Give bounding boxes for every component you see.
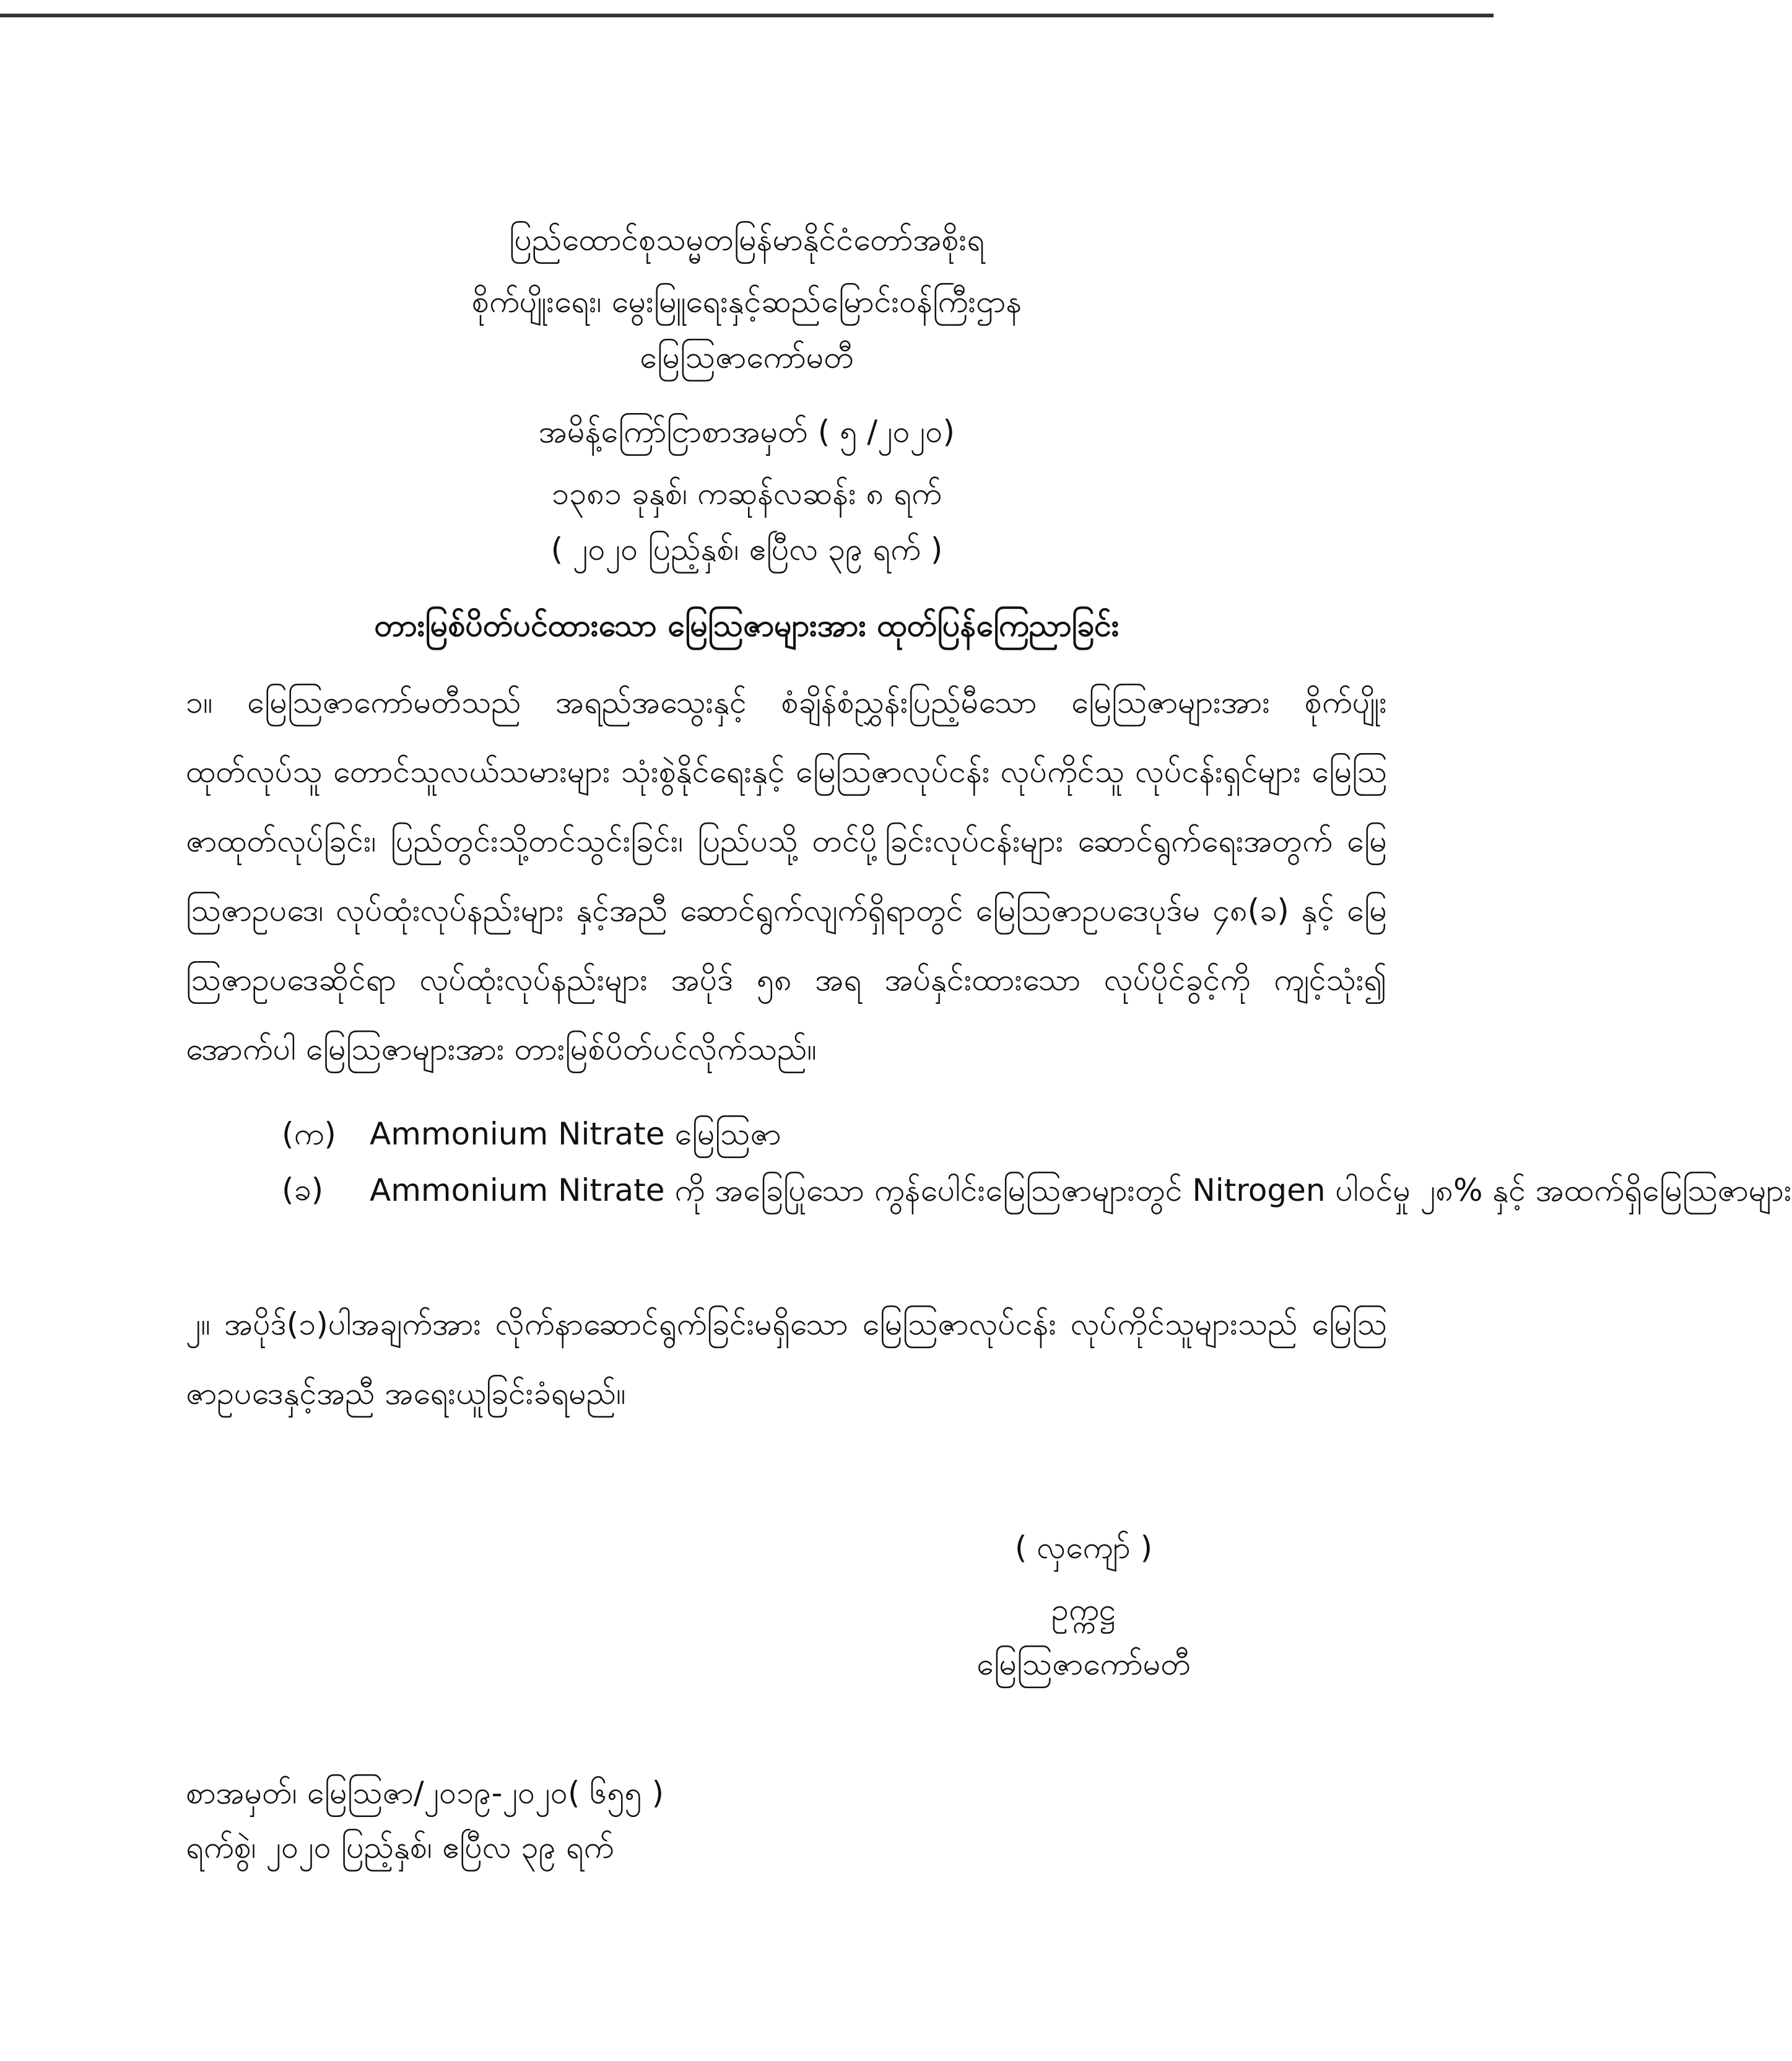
order-number: အမိန့်ကြော်ငြာစာအမှတ် ( ၅ /၂၀၂၀)	[539, 414, 955, 450]
list-item	[0, 1118, 1494, 1156]
list-item-text: Ammonium Nitrate မြေသြဇာ	[370, 1116, 781, 1152]
list-marker: (က)	[282, 1116, 336, 1152]
committee-header: မြေသြဇာကော်မတီ	[640, 339, 854, 375]
reference-number: စာအမှတ်၊ မြေသြဇာ/၂၀၁၉-၂၀၂၀( ၆၅၅ )	[186, 1775, 664, 1811]
signatory-committee: မြေသြဇာကော်မတီ	[976, 1646, 1191, 1682]
ministry-header: စိုက်ပျိုးရေး၊ မွေးမြူရေးနှင့်ဆည်မြောင်းဝန်ကြီးဌာန	[471, 284, 1022, 320]
document-title: တားမြစ်ပိတ်ပင်ထားသော မြေသြဇာများအား ထုတ်ပြန်ကြေညာခြင်း	[374, 608, 1120, 643]
reference-date: ရက်စွဲ၊ ၂၀၂၀ ပြည့်နှစ်၊ ဧပြီလ ၃၉ ရက်	[186, 1829, 614, 1865]
government-header: ပြည်ထောင်စုသမ္မတမြန်မာနိုင်ငံတော်အစိုးရ	[509, 222, 985, 258]
myanmar-date: ၁၃၈၁ ခုနှစ်၊ ကဆုန်လဆန်း ၈ ရက်	[552, 476, 942, 512]
list-marker: (ခ)	[282, 1172, 324, 1208]
paragraph-1: ၁။ မြေသြဇာကော်မတီသည် အရည်အသွေးနှင့် စံချိန်စံညွှန်းပြည့်မီသော မြေသြဇာများအား စိုက်ပျိုးထုတ်လုပ်သူ တောင်သူလယ်သမားများ သုံးစွဲနိုင်ရေးနှင့် မြေသြဇာလုပ်ငန်း လုပ်ကိုင်သူ လုပ်ငန်းရှင်များ မြေသြဇာထုတ်လုပ်ခြင်း၊ ပြည်တွင်းသို့တင်သွင်းခြင်း၊ ပြည်ပသို့ တင်ပို့ခြင်းလုပ်ငန်းများ ဆောင်ရွက်ရေးအတွက် မြေသြဇာဥပဒေ၊ လုပ်ထုံးလုပ်နည်းများ နှင့်အညီ ဆောင်ရွက်လျက်ရှိရာတွင် မြေသြဇာဥပဒေပုဒ်မ ၄၈(ခ) နှင့် မြေသြဇာဥပဒေဆိုင်ရာ လုပ်ထုံးလုပ်နည်းများ အပိုဒ် ၅၈ အရ အပ်နှင်းထားသော လုပ်ပိုင်ခွင့်ကို ကျင့်သုံး၍ အောက်ပါ မြေသြဇာများအား တားမြစ်ပိတ်ပင်လိုက်သည်။	[186, 684, 1387, 1067]
paragraph-2: ၂။ အပိုဒ်(၁)ပါအချက်အား လိုက်နာဆောင်ရွက်ခြင်းမရှိသော မြေသြဇာလုပ်ငန်း လုပ်ကိုင်သူများသည် မြေသြဇာဥပဒေနှင့်အညီ အရေးယူခြင်းခံရမည်။	[186, 1306, 1387, 1411]
signatory-name: ( လှကျော် )	[1014, 1530, 1153, 1566]
signatory-title: ဥက္ကဋ္ဌ	[1051, 1592, 1116, 1627]
list-item	[0, 1172, 1792, 1298]
list-item-text: Ammonium Nitrate ကို အခြေပြုသော ကွန်ပေါင်းမြေသြဇာများတွင် Nitrogen ပါဝင်မှု ၂၈% နှင့် အထက်ရှိမြေသြဇာများ	[370, 1172, 1792, 1208]
gregorian-date: ( ၂၀၂၀ ပြည့်နှစ်၊ ဧပြီလ ၃၉ ရက် )	[550, 531, 943, 567]
top-border-line	[0, 14, 1494, 17]
